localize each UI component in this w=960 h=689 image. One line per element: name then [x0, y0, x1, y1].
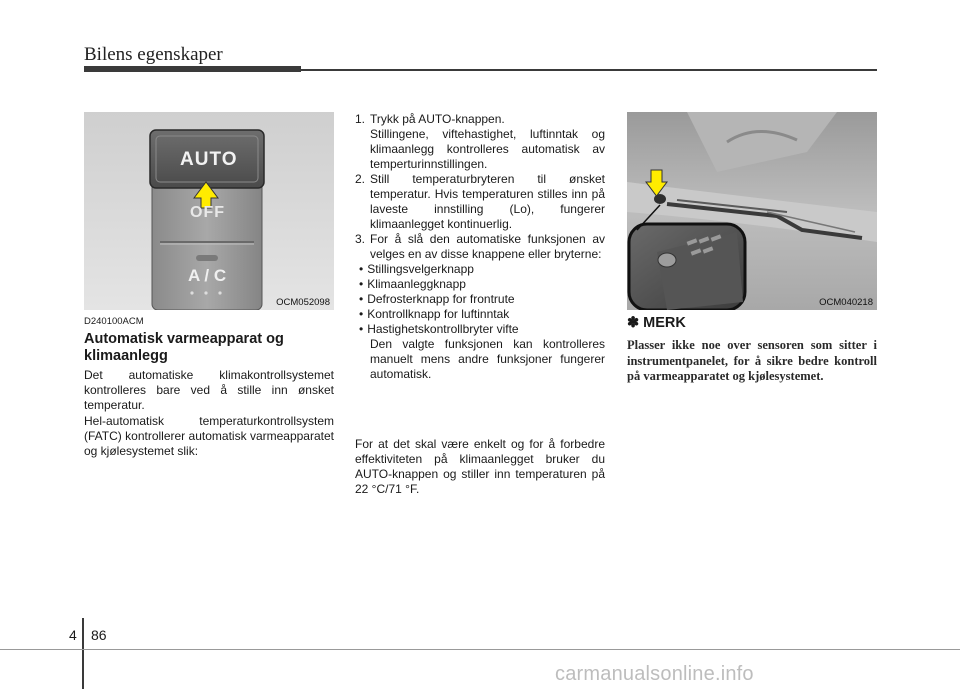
section-heading: Automatisk varmeapparat og klimaanlegg: [84, 331, 284, 364]
fatc-paragraph: Hel-automatisk temperaturkontrollsystem (FATC) kontrollerer automatisk varmeapparatet og kjølesystemet slik:: [84, 414, 334, 458]
page-header-title: Bilens egenskaper: [84, 44, 223, 65]
list-item: • Hastighetskontrollbryter vifte: [355, 322, 605, 337]
intro-paragraph: Det automatiske klimakontrollsystemet kontrolleres bare ved å stille inn ønsket temperatur.: [84, 368, 334, 412]
auto-button-label: AUTO: [180, 149, 238, 170]
chapter-number: 4: [69, 627, 77, 643]
figure-sensor-location: [627, 112, 877, 310]
figure-code-left: OCM052098: [276, 297, 330, 308]
step-3: [355, 232, 605, 262]
watermark: carmanualsonline.info: [555, 663, 754, 685]
step-2-number: 2.: [355, 172, 366, 186]
footer-horizontal-rule: [0, 649, 960, 650]
step-1-title: Trykk på AUTO-knappen.: [370, 112, 505, 126]
step-1-body: Stillingene, viftehastighet, luftinntak og klimaanlegg kontrolleres automatisk av temperturinnstillingen.: [370, 127, 605, 171]
step-1: [355, 112, 605, 127]
off-button-label: OFF: [190, 204, 225, 221]
ac-button-label: A / C: [188, 266, 227, 285]
step-2: [355, 172, 605, 232]
note-title: ✽ MERK: [627, 315, 686, 331]
header-rule-thick: [84, 66, 301, 72]
recommendation-paragraph: For at det skal være enkelt og for å forbedre effektiviteten på klimaanlegget bruker du AUTO-knappen og stiller inn temperaturen på 22 °C/71 °F.: [355, 437, 605, 496]
step-3-body: For å slå den automatiske funksjonen av velges en av disse knappene eller bryterne:: [370, 232, 605, 261]
list-item: • Klimaanleggknapp: [355, 277, 605, 292]
steps-list: [355, 112, 605, 382]
step-1-number: 1.: [355, 112, 366, 126]
section-code: D240100ACM: [84, 316, 144, 327]
list-item: • Stillingsvelgerknapp: [355, 262, 605, 277]
manual-control-note: Den valgte funksjonen kan kontrolleres manuelt mens andre funksjoner fungerer automatisk.: [370, 337, 605, 381]
page-number: 86: [91, 627, 107, 643]
dashboard-sensor-illustration: [627, 112, 877, 310]
footer-vertical-rule: [82, 618, 84, 689]
step-2-body: Still temperaturbryteren til ønsket temperatur. Hvis temperaturen stilles inn på laveste innstilling (Lo), fungerer klimaanlegget kontinuerlig.: [370, 172, 605, 231]
list-item: • Kontrollknapp for luftinntak: [355, 307, 605, 322]
figure-climate-buttons: [84, 112, 334, 310]
header-rule-thin: [301, 69, 877, 71]
note-body: Plasser ikke noe over sensoren som sitter i instrumentpanelet, for å sikre bedre kontroll på varmeapparatet og kjølesystemet.: [627, 338, 877, 383]
figure-code-right: OCM040218: [819, 297, 873, 308]
step-3-number: 3.: [355, 232, 366, 246]
list-item: • Defrosterknapp for frontrute: [355, 292, 605, 307]
